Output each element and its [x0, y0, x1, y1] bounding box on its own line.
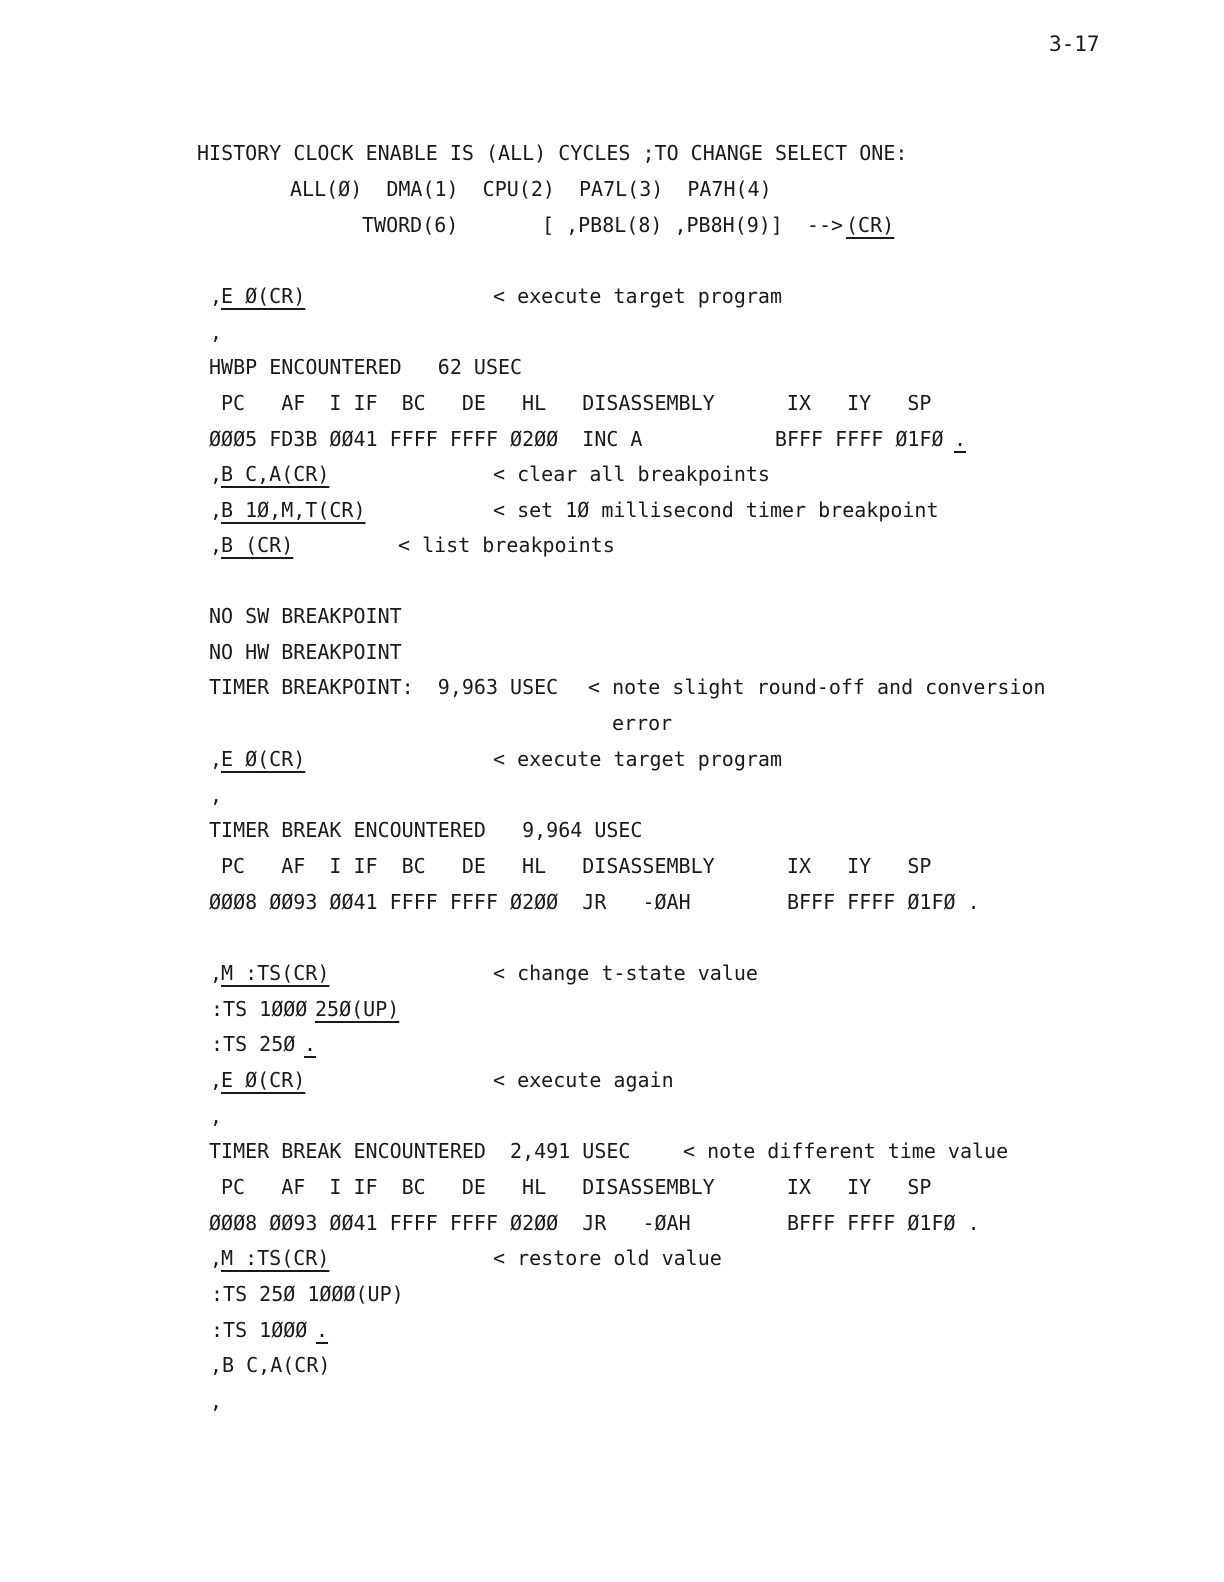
register-values: ØØØ8 ØØ93 ØØ41 FFFF FFFF Ø2ØØ JR -ØAH BFFF FFFF Ø1FØ . — [209, 890, 980, 914]
execute-command: E Ø(CR) — [221, 1068, 306, 1092]
modify-ts-comment: < change t-state value — [493, 961, 758, 985]
command-prompt: , — [210, 961, 223, 985]
final-clear-command: ,B C,A(CR) — [210, 1353, 331, 1377]
ts-value-line: :TS 1ØØØ — [211, 1318, 308, 1342]
command-prompt: , — [210, 462, 223, 486]
different-time-comment: < note different time value — [683, 1139, 1009, 1163]
timer-break-encountered: TIMER BREAK ENCOUNTERED 9,964 USEC — [209, 818, 643, 842]
history-enable-line: HISTORY CLOCK ENABLE IS (ALL) CYCLES ;TO CHANGE SELECT ONE: — [197, 141, 908, 165]
command-prompt: , — [210, 498, 223, 522]
ts-new-value-input: 25Ø(UP) — [315, 997, 400, 1021]
ts-current-value: :TS 1ØØØ — [211, 997, 308, 1021]
modify-ts-command: M :TS(CR) — [221, 961, 330, 985]
list-breakpoints-comment: < list breakpoints — [398, 533, 615, 557]
history-options-line: ALL(Ø) DMA(1) CPU(2) PA7L(3) PA7H(4) — [290, 177, 772, 201]
execute-command: E Ø(CR) — [221, 747, 306, 771]
command-prompt: , — [210, 284, 223, 308]
command-prompt: , — [210, 1246, 223, 1270]
list-breakpoints-command: B (CR) — [221, 533, 294, 557]
execute-command: E Ø(CR) — [221, 284, 306, 308]
ts-value-end: . — [316, 1318, 329, 1342]
no-hw-breakpoint: NO HW BREAKPOINT — [209, 640, 402, 664]
final-prompt: , — [210, 1389, 223, 1413]
echo-prompt: , — [210, 783, 223, 807]
register-header: PC AF I IF BC DE HL DISASSEMBLY IX IY SP — [221, 854, 932, 878]
set-timer-breakpoint-command: B 1Ø,M,T(CR) — [221, 498, 366, 522]
no-sw-breakpoint: NO SW BREAKPOINT — [209, 604, 402, 628]
execute-comment: < execute target program — [493, 747, 782, 771]
command-prompt: , — [210, 1068, 223, 1092]
register-header: PC AF I IF BC DE HL DISASSEMBLY IX IY SP — [221, 391, 932, 415]
command-prompt: , — [210, 747, 223, 771]
ts-value-line: :TS 25Ø — [211, 1032, 296, 1056]
clear-breakpoints-command: B C,A(CR) — [221, 462, 330, 486]
timer-breakpoint-comment-cont: error — [612, 711, 673, 735]
history-tword-option: TWORD(6) — [362, 213, 459, 237]
restore-value-comment: < restore old value — [493, 1246, 722, 1270]
register-values: ØØØ5 FD3B ØØ41 FFFF FFFF Ø2ØØ INC A BFFF FFFF Ø1FØ — [209, 427, 944, 451]
timer-break-encountered: TIMER BREAK ENCOUNTERED 2,491 USEC — [209, 1139, 631, 1163]
page-number: 3-17 — [1049, 32, 1100, 56]
ts-value-end: . — [304, 1032, 317, 1056]
execute-again-comment: < execute again — [493, 1068, 674, 1092]
timer-breakpoint: TIMER BREAKPOINT: 9,963 USEC — [209, 675, 559, 699]
ts-restore-line: :TS 25Ø 1ØØØ(UP) — [211, 1282, 404, 1306]
hwbp-encountered-line: HWBP ENCOUNTERED 62 USEC — [209, 355, 523, 379]
history-select-input: (CR) — [846, 213, 895, 237]
clear-breakpoints-comment: < clear all breakpoints — [493, 462, 770, 486]
register-header: PC AF I IF BC DE HL DISASSEMBLY IX IY SP — [221, 1175, 932, 1199]
timer-breakpoint-comment: < note slight round-off and conversion — [588, 675, 1046, 699]
echo-prompt: , — [210, 320, 223, 344]
modify-ts-command: M :TS(CR) — [221, 1246, 330, 1270]
register-values: ØØØ8 ØØ93 ØØ41 FFFF FFFF Ø2ØØ JR -ØAH BFFF FFFF Ø1FØ . — [209, 1211, 980, 1235]
echo-prompt: , — [210, 1104, 223, 1128]
set-timer-breakpoint-comment: < set 1Ø millisecond timer breakpoint — [493, 498, 939, 522]
history-pb8-options: [ ,PB8L(8) ,PB8H(9)] --> — [542, 213, 844, 237]
register-values-end: . — [954, 427, 967, 451]
command-prompt: , — [210, 533, 223, 557]
execute-comment: < execute target program — [493, 284, 782, 308]
